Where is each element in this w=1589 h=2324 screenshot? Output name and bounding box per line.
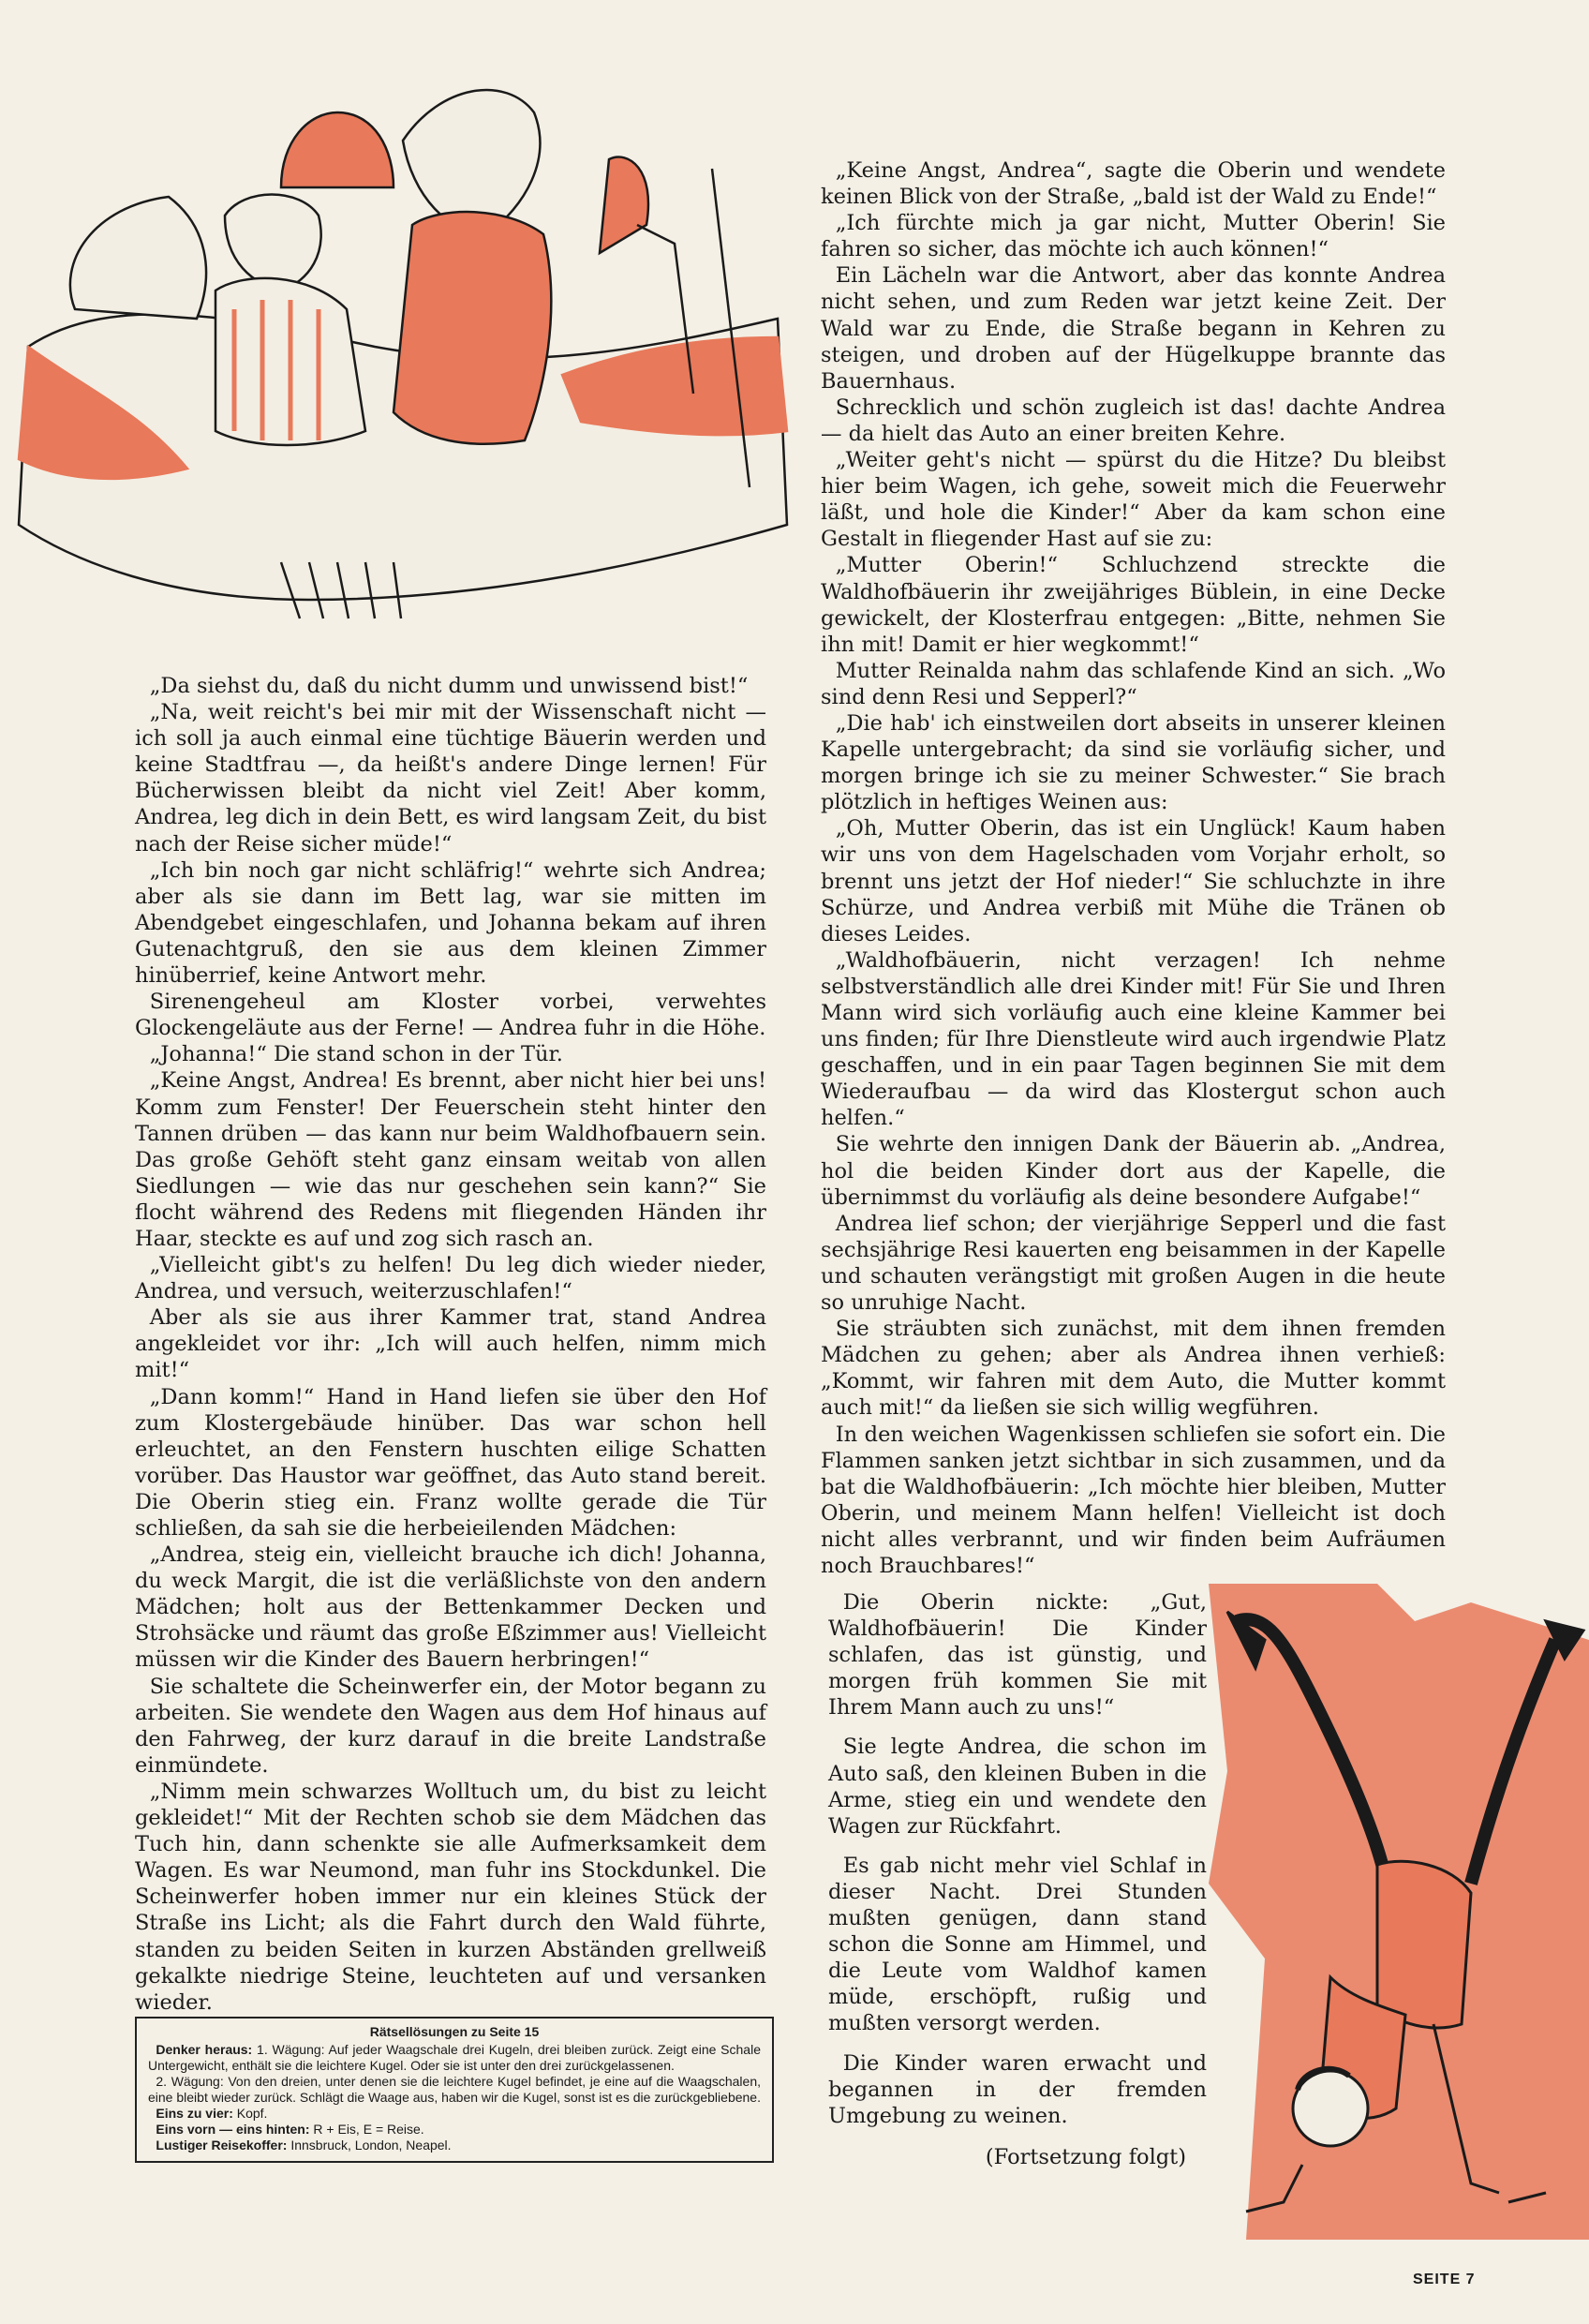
text-column-right-lower (828, 1589, 1207, 2170)
solutions-title: Rätsellösungen zu Seite 15 (369, 2024, 540, 2039)
paragraph: In den weichen Wagenkissen schliefen sie sofort ein. Die Flammen sanken jetzt sichtbar in sich zusammen, und da bat die Waldhofbäuerin: „Ich möchte hier bleiben, Mutter Oberin, und meinem Mann helfen! Vielleicht ist doch nicht alles verbrannt, und wir finden beim Aufräumen noch Brauchbares!“ (821, 1422, 1446, 1578)
paragraph: „Ich fürchte mich ja gar nicht, Mutter Oberin! Sie fahren so sicher, das möchte ich auch können!“ (821, 211, 1446, 262)
solution-label: Lustiger Reisekoffer: (156, 2138, 288, 2153)
solution-eins: Eins zu vier: Kopf. (156, 2106, 268, 2121)
solution-label: Denker heraus: (156, 2042, 253, 2057)
page-number: SEITE 7 (1413, 2272, 1476, 2287)
paragraph: Sie sträubten sich zunächst, mit dem ihnen fremden Mädchen zu gehen; aber als Andrea ihnen verhieß: „Kommt, wir fahren mit dem Auto, die Mutter kommt auch mit!“ da ließen sie sich willig wegführen. (821, 1317, 1446, 1421)
solution-denker-2: 2. Wägung: Von den dreien, unter denen sie die leichtere Kugel befindet, je eine auf die Waagschalen, eine bleibt wieder zurück. Schlägt die Waage aus, haben wir die Kugel, sonst ist es die zurückgebliebene. (148, 2074, 761, 2105)
paragraph: Andrea lief schon; der vierjährige Sepperl und die fast sechsjährige Resi kauerten eng beisammen in der Kapelle und schauten verängstigt mit großen Augen in die heute so unruhige Nacht. (821, 1211, 1446, 1316)
paragraph: Mutter Reinalda nahm das schlafende Kind an sich. „Wo sind denn Resi und Sepperl?“ (821, 658, 1446, 709)
paragraph: Schrecklich und schön zugleich ist das! dachte Andrea — da hielt das Auto an einer breiten Kehre. (821, 395, 1446, 446)
paragraph: „Mutter Oberin!“ Schluchzend streckte die Waldhofbäuerin ihr zweijähriges Büblein, in eine Decke gewickelt, der Klosterfrau entgegen: „Bitte, nehmen Sie ihn mit! Damit er hier wegkommt!“ (821, 553, 1446, 657)
paragraph: Sie legte Andrea, die schon im Auto saß, den kleinen Buben in die Arme, stieg ein und wendete den Wagen zur Rückfahrt. (828, 1735, 1207, 1839)
paragraph: „Weiter geht's nicht — spürst du die Hitze? Du bleibst hier beim Wagen, ich gehe, soweit mich die Feuerwehr läßt, und hole die Kinder!“ Aber da kam schon eine Gestalt in fliegender Hast auf sie zu: (821, 448, 1446, 552)
paragraph: Ein Lächeln war die Antwort, aber das konnte Andrea nicht sehen, und zum Reden war jetzt keine Zeit. Der Wald war zu Ende, die Straße begann in Kehren zu steigen, und droben auf der Hügelkuppe brannte das Bauernhaus. (821, 263, 1446, 394)
paragraph: „Die hab' ich einstweilen dort abseits in unserer kleinen Kapelle untergebracht; da sind sie vorläufig sicher, und morgen bringe ich sie zu meiner Schwester.“ Sie brach plötzlich in heftiges Weinen aus: (821, 710, 1446, 815)
solution-label: Eins vorn — eins hinten: (156, 2122, 310, 2137)
paragraph: Es gab nicht mehr viel Schlaf in dieser Nacht. Drei Stunden mußten genügen, dann stand schon die Sonne am Himmel, und die Leute vom Waldhof kamen müde, erschöpft, rußig und mußten versorgt werden. (828, 1853, 1207, 2036)
solution-koffer: Lustiger Reisekoffer: Innsbruck, London, Neapel. (156, 2138, 452, 2153)
continued-note: (Fortsetzung folgt) (985, 2144, 1186, 2169)
paragraph: „Na, weit reicht's bei mir mit der Wissenschaft nicht — ich soll ja auch einmal eine tüchtige Bäuerin werden und keine Stadtfrau —, da heißt's andere Dinge lernen! Für Bücherwissen bleibt da nicht viel Zeit! Aber komm, Andrea, leg dich in dein Bett, es wird langsam Zeit, du bist nach der Reise sicher müde!“ (135, 700, 766, 857)
illustration-handstand-child (1190, 1584, 1589, 2240)
paragraph: „Da siehst du, daß du nicht dumm und unwissend bist!“ (149, 674, 749, 698)
paragraph: „Ich bin noch gar nicht schläfrig!“ wehrte sich Andrea; aber als sie dann im Bett lag, war sie mitten im Abendgebet eingeschlafen, und Johanna bekam auf ihren Gutenachtgruß, den sie aus dem kleinen Zimmer hinüberrief, keine Antwort mehr. (135, 857, 766, 989)
solution-denker: Denker heraus: 1. Wägung: Auf jeder Waagschale drei Kugeln, drei bleiben zurück. Zeigt eine Schale Untergewicht, enthält sie die leichtere Kugel. Oder sie ist unter den drei zurückgelassenen. (148, 2042, 761, 2073)
solution-label: Eins zu vier: (156, 2106, 233, 2121)
paragraph: Sirenengeheul am Kloster vorbei, verwehtes Glockengeläute aus der Ferne! — Andrea fuhr in die Höhe. (135, 990, 766, 1041)
solution-vorn: Eins vorn — eins hinten: R + Eis, E = Reise. (156, 2122, 424, 2137)
paragraph: „Waldhofbäuerin, nicht verzagen! Ich nehme selbstverständlich alle drei Kinder mit! Für Sie und Ihren Mann wird sich vorläufig auch eine kleine Kammer bei uns finden; für Ihre Dienstleute wird auch irgendwie Platz geschaffen, und in ein paar Tagen beginnen Sie mit dem Wiederaufbau — da wird das Klostergut schon auch helfen.“ (821, 947, 1446, 1131)
paragraph: Sie wehrte den innigen Dank der Bäuerin ab. „Andrea, hol die beiden Kinder dort aus der Kapelle, die übernimmst du vorläufig als deine besondere Aufgabe!“ (821, 1132, 1446, 1210)
paragraph: „Johanna!“ Die stand schon in der Tür. (149, 1042, 563, 1067)
text-column-right (821, 157, 1446, 1579)
paragraph: „Vielleicht gibt's zu helfen! Du leg dich wieder nieder, Andrea, und versuch, weiterzuschlafen!“ (135, 1253, 766, 1304)
paragraph: „Dann komm!“ Hand in Hand liefen sie über den Hof zum Klostergebäude hinüber. Das war schon hell erleuchtet, an den Fenstern huschten eilige Schatten vorüber. Das Haustor war geöffnet, das Auto stand bereit. Die Oberin stieg ein. Franz wollte gerade die Tür schließen, da sah sie die herbeieilenden Mädchen: (135, 1384, 766, 1541)
paragraph: „Oh, Mutter Oberin, das ist ein Unglück! Kaum haben wir uns von dem Hagelschaden vom Vorjahr erholt, so brennt uns jetzt der Hof nieder!“ Sie schluchzte in ihre Schürze, und Andrea verbiß mit Mühe die Tränen ob dieses Leides. (821, 816, 1446, 946)
puzzle-solutions-box (135, 2017, 774, 2163)
paragraph: Aber als sie aus ihrer Kammer trat, stand Andrea angekleidet vor ihr: „Ich will auch helfen, nimm mich mit!“ (135, 1305, 766, 1383)
paragraph: Die Kinder waren erwacht und begannen in der fremden Umgebung zu weinen. (828, 2050, 1207, 2128)
illustration-girls-in-bed (0, 37, 796, 656)
paragraph: Sie schaltete die Scheinwerfer ein, der Motor begann zu arbeiten. Sie wendete den Wagen aus dem Hof hinaus auf den Fahrweg, der kurz darauf in die breite Landstraße einmündete. (135, 1674, 766, 1778)
paragraph: „Nimm mein schwarzes Wolltuch um, du bist zu leicht gekleidet!“ Mit der Rechten schob sie dem Mädchen das Tuch hin, dann schenkte sie alle Aufmerksamkeit dem Wagen. Es war Neumond, man fuhr ins Stockdunkel. Die Scheinwerfer hoben immer nur ein kleines Stück der Straße ins Licht; als die Fahrt durch den Wald führte, standen zu beiden Seiten in kurzen Abständen grellweiß gekalkte niedrige Steine, leuchteten auf und versanken wieder. (135, 1779, 766, 2015)
paragraph: „Keine Angst, Andrea“, sagte die Oberin und wendete keinen Blick von der Straße, „bald ist der Wald zu Ende!“ (821, 158, 1446, 210)
paragraph: Die Oberin nickte: „Gut, Waldhofbäuerin! Die Kinder schlafen, das ist günstig, und morgen früh kommen Sie mit Ihrem Mann auch zu uns!“ (828, 1590, 1207, 1721)
paragraph: „Andrea, steig ein, vielleicht brauche ich dich! Johanna, du weck Margit, die ist die verläßlichste von den andern Mädchen; holt aus der Bettenkammer Decken und Strohsäcke und räumt das große Eßzimmer aus! Vielleicht müssen wir die Kinder des Bauern herbringen!“ (135, 1542, 766, 1673)
text-column-left (135, 673, 766, 2016)
paragraph: „Keine Angst, Andrea! Es brennt, aber nicht hier bei uns! Komm zum Fenster! Der Feuerschein steht hinter den Tannen drüben — das kann nur beim Waldhofbauern sein. Das große Gehöft steht ganz einsam weitab von allen Siedlungen — wie das nur geschehen sein kann?“ Sie flocht während des Redens mit fliegenden Händen ihr Haar, steckte es auf und zog sich rasch an. (135, 1068, 766, 1251)
